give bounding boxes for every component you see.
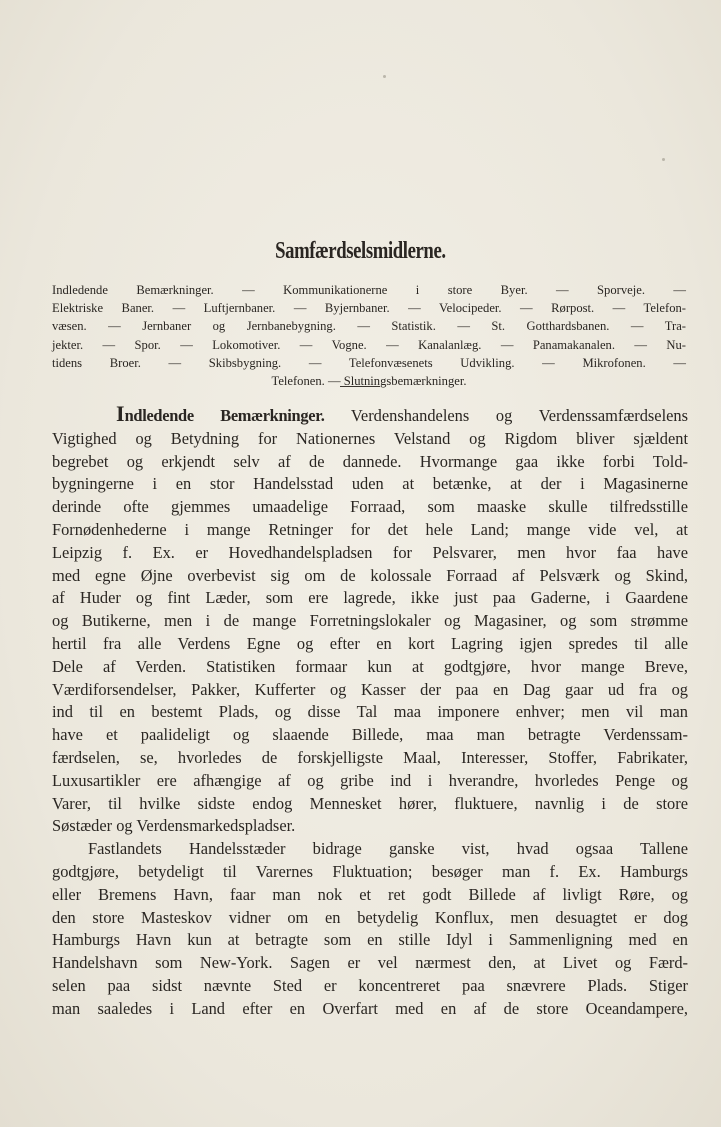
body-line: færdselen, se, hvorledes de forskjelligste Maal, Interesser, Stoffer, Fabrikater, (52, 747, 688, 767)
chapter-summary (52, 281, 686, 390)
body-line: eller Bremens Havn, faar man nok et ret godt Billede af livligt Røre, og (52, 884, 688, 904)
body-text (52, 403, 688, 1021)
body-line: Varer, til hvilke sidste endog Mennesket hører, fluktuere, navnlig i de store (52, 793, 688, 813)
body-line: godtgjøre, betydeligt til Varernes Fluktuation; besøger man f. Ex. Hamburgs (52, 861, 688, 881)
body-line: den store Masteskov vidner om en betydelig Konflux, men desuagtet er dog (52, 907, 688, 927)
body-line: Vigtighed og Betydning for Nationernes Velstand og Rigdom bliver sjældent (52, 428, 688, 448)
body-line: Søstæder og Verdensmarkedspladser. (52, 816, 296, 836)
body-line: Fornødenhederne i mange Retninger for det hele Land; mange vide vel, at (52, 519, 688, 539)
body-line: Handelshavn som New-York. Sagen er vel nærmest den, at Livet og Færd- (52, 953, 688, 973)
summary-line: Elektriske Baner. — Luftjernbaner. — Byjernbaner. — Velocipeder. — Rørpost. — Telefon- (52, 301, 686, 316)
summary-line: tidens Broer. — Skibsbygning. — Telefonvæsenets Udvikling. — Mikrofonen. — (52, 355, 686, 370)
body-line: derinde ofte gjemmes umaadelige Forraad, som maaske skulle tilfredsstille (52, 497, 688, 517)
section-divider (340, 386, 380, 387)
body-line: selen paa sidst nævnte Sted er koncentreret paa snævrere Plads. Stiger (52, 975, 688, 995)
body-line: af Huder og fint Læder, som ere lagrede, ikke just paa Gaderne, i Gaardene (52, 588, 688, 608)
section-heading: ndledende Bemærkninger. (124, 406, 325, 425)
summary-line: jekter. — Spor. — Lokomotiver. — Vogne. — Kanalanlæg. — Panamakanalen. — Nu- (52, 337, 686, 352)
body-line: Værdiforsendelser, Pakker, Kufferter og Kasser der paa en Dag gaar ud fra og (52, 679, 688, 699)
body-line: med egne Øjne overbevist sig om de kolossale Forraad af Pelsværk og Skind, (52, 565, 688, 585)
body-line: Hamburgs Havn kun at betragte som en stille Idyl i Sammenligning med en (52, 930, 688, 950)
drop-cap: I (116, 401, 125, 426)
body-line: bygningerne i en stor Handelsstad uden at betænke, at der i Magasinerne (52, 474, 688, 494)
body-line: have et paalideligt og slaaende Billede, maa man betragte Verdenssam- (52, 725, 688, 745)
body-line: man saaledes i Land efter en Overfart med en af de store Oceandampere, (52, 998, 688, 1018)
summary-line: væsen. — Jernbaner og Jernbanebygning. — Statistik. — St. Gotthardsbanen. — Tra- (52, 319, 686, 334)
body-line: Fastlandets Handelsstæder bidrage ganske vist, hvad ogsaa Tallene (88, 839, 688, 859)
body-line: Dele af Verden. Statistiken formaar kun at godtgjøre, hvor mange Breve, (52, 656, 688, 676)
summary-line: Telefonen. — Slutningsbemærkninger. (271, 374, 467, 389)
paper-speck (662, 158, 665, 161)
body-first-line (52, 403, 688, 428)
body-line: hertil fra alle Verdens Egne og efter en kort Lagring igjen spredes til alle (52, 633, 688, 653)
body-line: Luxusartikler ere afhængige af og gribe ind i hverandre, hvorledes Penge og (52, 770, 688, 790)
paper-speck (383, 75, 386, 78)
body-line: Leipzig f. Ex. er Hovedhandelspladsen for Pelsvarer, men hvor faa have (52, 542, 688, 562)
body-line: ind til en bestemt Plads, og disse Tal maa imponere enhver; men vil man (52, 702, 688, 722)
body-line: begrebet og erkjendt selv af de dannede. Hvormange gaa ikke forbi Told- (52, 451, 688, 471)
summary-line: Indledende Bemærkninger. — Kommunikationerne i store Byer. — Sporveje. — (52, 283, 686, 297)
body-line-text: Verdenshandelens og Verdenssamfærdselens (324, 406, 688, 425)
body-line: og Butikerne, men i de mange Forretningslokaler og Magasiner, og som strømme (52, 611, 688, 631)
chapter-title: Samfærdselsmidlerne. (275, 238, 446, 264)
